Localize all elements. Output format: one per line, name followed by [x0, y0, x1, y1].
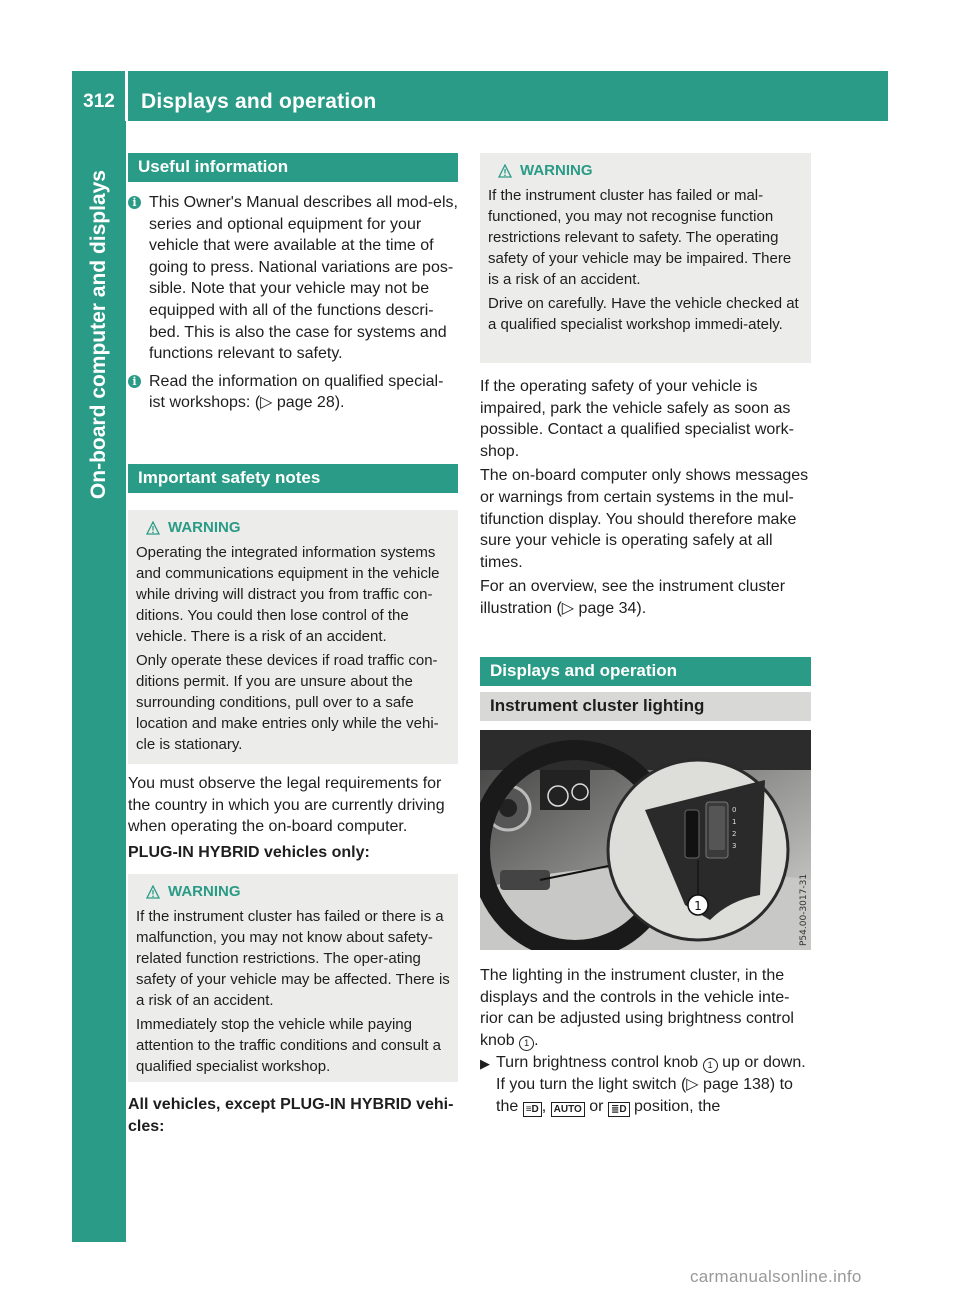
warning-label: WARNING: [168, 519, 241, 536]
section-important-safety-notes: Important safety notes: [128, 464, 458, 493]
info-note-text: This Owner's Manual describes all mod-els, series and optional equipment for your vehicle that were available at the time of going to press. National variations are pos-sible. Note that your vehicle may not be equipped with all of the functions descri-bed. This is also the case for systems and functions relevant to safety.: [149, 194, 458, 363]
warning-label: WARNING: [168, 883, 241, 900]
body-paragraph: [480, 965, 811, 1051]
body-paragraph: For an overview, see the instrument cluster illustration (▷ page 34).: [480, 578, 786, 617]
warning-box: [480, 153, 811, 363]
warning-text: Operating the integrated information systems and communications equipment in the vehicle while driving will distract you from traffic con-ditions. You could then lose control of the vehicle. There is a risk of an accident.: [136, 544, 440, 645]
image-code: P54.00-3017-31: [799, 873, 809, 946]
section-useful-information: Useful information: [128, 153, 458, 182]
body-paragraph: You must observe the legal requirements for the country in which you are currently driving when operating the on-board computer.: [128, 775, 445, 836]
warning-header: [146, 517, 450, 538]
info-note-text: Read the information on qualified special-ist workshops: (▷ page 28).: [149, 372, 444, 412]
cockpit-illustration: [480, 730, 811, 950]
step-text-c: If you turn the light switch (▷ page 138) to the: [496, 1075, 793, 1115]
info-note: [128, 192, 458, 365]
auto-light-symbol-icon: AUTO: [551, 1102, 585, 1117]
info-note: [128, 371, 458, 414]
body-paragraph: The on-board computer only shows messages or warnings from certain systems in the mul-tifunction display. You should therefore make sure your vehicle is operating safely at all times.: [480, 467, 809, 571]
warning-text: If the instrument cluster has failed or mal-functioned, you may not recognise function restrictions relevant to safety. The operating safety of your vehicle may be impaired. There is a risk of an accident.: [488, 187, 792, 288]
useful-info-notes: [128, 192, 458, 414]
step-text: [496, 1074, 811, 1117]
chapter-side-label: On-board computer and displays: [87, 170, 110, 500]
header-separator: [125, 71, 128, 121]
instrument-cluster-photo: [480, 730, 811, 950]
step-text-d: position, the: [634, 1097, 721, 1115]
warning-triangle-icon: [146, 521, 160, 535]
step-text-or: or: [589, 1097, 604, 1115]
warning-text: Drive on carefully. Have the vehicle checked at a qualified specialist workshop immedi-ately.: [488, 295, 799, 333]
svg-text:3: 3: [732, 842, 737, 850]
plugin-hybrid-heading: PLUG-IN HYBRID vehicles only:: [128, 843, 370, 861]
step-arrow-icon: ▶: [480, 1056, 490, 1072]
page-number: 312: [83, 91, 115, 112]
step-text-b: up or down.: [722, 1054, 806, 1072]
instruction-step: [480, 1052, 811, 1117]
warning-box: [128, 874, 458, 1082]
callout-1-label: 1: [694, 899, 702, 913]
step-text-a: Turn brightness control knob: [496, 1054, 699, 1072]
callout-1-ref: 1: [703, 1058, 718, 1073]
right-body: [480, 376, 811, 620]
info-icon: i: [128, 375, 141, 388]
lighting-text: The lighting in the instrument cluster, in the displays and the controls in the vehicle inte-rior can be adjusted using brightness control knob: [480, 967, 794, 1049]
safety-body: [128, 773, 458, 863]
warning-text: If the instrument cluster has failed or there is a malfunction, you may not know about safety-related function restrictions. The oper-ating safety of your vehicle may be affected. There is a risk of an accident.: [136, 908, 450, 1009]
period: .: [534, 1031, 539, 1049]
warning-text: Only operate these devices if road traffic con-ditions permit. If you are unsure about the surrounding conditions, pull over to a safe location and make entries only while the vehi-cle is stationary.: [136, 652, 439, 753]
warning-label: WARNING: [520, 162, 593, 179]
parking-light-symbol-icon: ≡D: [523, 1102, 542, 1117]
watermark: carmanualsonline.info: [690, 1267, 862, 1286]
warning-triangle-icon: [498, 164, 512, 178]
warning-header: [146, 881, 450, 902]
svg-text:1: 1: [732, 818, 737, 826]
all-vehicles-heading: All vehicles, except PLUG-IN HYBRID vehi-cles:: [128, 1096, 454, 1135]
warning-text: Immediately stop the vehicle while paying attention to the traffic conditions and consult a qualified specialist workshop.: [136, 1016, 441, 1075]
dipped-beam-symbol-icon: ≣D: [608, 1102, 630, 1117]
callout-1-ref: 1: [519, 1036, 534, 1051]
step-text: [496, 1052, 811, 1074]
svg-text:2: 2: [732, 830, 737, 838]
warning-triangle-icon: [146, 885, 160, 899]
warning-header: [498, 160, 803, 181]
warning-box: [128, 510, 458, 764]
body-paragraph: If the operating safety of your vehicle is impaired, park the vehicle safely as soon as possible. Contact a qualified specialist work-shop.: [480, 378, 794, 460]
all-vehicles-block: [128, 1094, 458, 1137]
info-icon: i: [128, 196, 141, 209]
section-displays-and-operation: Displays and operation: [480, 657, 811, 686]
svg-text:0: 0: [732, 806, 737, 814]
comma: ,: [541, 1097, 547, 1115]
subsection-instrument-cluster-lighting: Instrument cluster lighting: [480, 692, 811, 721]
page-title: Displays and operation: [141, 90, 377, 113]
lighting-body: [480, 965, 811, 1117]
